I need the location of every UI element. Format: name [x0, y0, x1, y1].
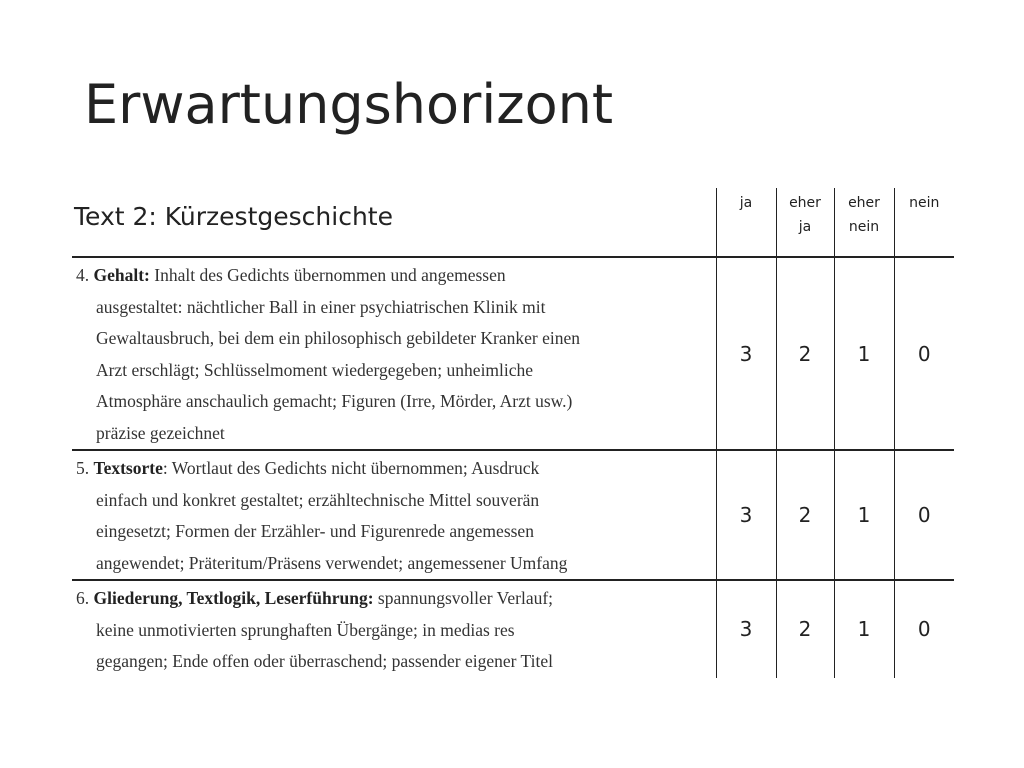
criterion-number: 5.: [76, 458, 90, 478]
score-eher-nein: 1: [834, 257, 894, 450]
table-title: Text 2: Kürzestgeschichte: [72, 188, 716, 257]
column-header-line: ja: [798, 219, 812, 235]
criterion-line: [76, 583, 708, 615]
criterion-line: keine unmotivierten sprunghaften Übergänge; in medias res: [96, 619, 515, 640]
criterion-line-text: : Wortlaut des Gedichts nicht übernommen; Ausdruck: [162, 458, 540, 478]
score-eher-ja: 2: [776, 257, 834, 450]
criterion-line-text: spannungsvoller Verlauf;: [373, 588, 554, 608]
criterion-line: angewendet; Präteritum/Präsens verwendet; angemessener Umfang: [96, 552, 568, 573]
score-nein: 0: [894, 450, 954, 580]
column-header-eher-ja: [776, 188, 834, 257]
score-nein: 0: [894, 580, 954, 678]
criterion-line: Arzt erschlägt; Schlüsselmoment wiedergegeben; unheimliche: [96, 359, 534, 380]
table-row-textsorte: [72, 450, 954, 580]
table-row-gehalt: [72, 257, 954, 450]
criterion-label: Gliederung, Textlogik, Leserführung:: [93, 588, 374, 608]
score-eher-ja: 2: [776, 580, 834, 678]
criterion-text: [72, 257, 716, 450]
criterion-line: ausgestaltet: nächtlicher Ball in einer psychiatrischen Klinik mit: [96, 296, 546, 317]
column-header-nein: [894, 188, 954, 257]
table-row-gliederung: [72, 580, 954, 678]
score-ja: 3: [716, 257, 776, 450]
criterion-line: präzise gezeichnet: [96, 422, 225, 443]
column-header-line: nein: [909, 195, 940, 211]
criterion-line-text: Inhalt des Gedichts übernommen und angemessen: [149, 265, 506, 285]
criterion-label: Gehalt:: [93, 265, 150, 285]
criterion-line: [76, 260, 708, 292]
criterion-line: Atmosphäre anschaulich gemacht; Figuren (Irre, Mörder, Arzt usw.): [96, 391, 573, 411]
criterion-text: [72, 450, 716, 580]
column-header-eher-nein: [834, 188, 894, 257]
rubric-table: [72, 188, 954, 678]
criterion-line: einfach und konkret gestaltet; erzähltechnische Mittel souverän: [96, 489, 540, 510]
slide-title: Erwartungshorizont: [84, 73, 614, 136]
criterion-line: Gewaltausbruch, bei dem ein philosophisch gebildeter Kranker einen: [96, 328, 581, 348]
criterion-line: gegangen; Ende offen oder überraschend; passender eigener Titel: [96, 651, 553, 671]
column-header-line: eher: [789, 195, 821, 211]
column-header-ja: [716, 188, 776, 257]
column-header-line: ja: [739, 195, 753, 211]
score-ja: 3: [716, 580, 776, 678]
score-nein: 0: [894, 257, 954, 450]
criterion-number: 6.: [76, 588, 90, 608]
criterion-line: eingesetzt; Formen der Erzähler- und Figurenrede angemessen: [96, 521, 534, 541]
criterion-number: 4.: [76, 265, 90, 285]
column-header-line: eher: [848, 195, 880, 211]
table-header-row: [72, 188, 954, 257]
criterion-label: Textsorte: [93, 458, 163, 478]
score-eher-nein: 1: [834, 580, 894, 678]
criterion-text: [72, 580, 716, 678]
score-eher-nein: 1: [834, 450, 894, 580]
score-ja: 3: [716, 450, 776, 580]
score-eher-ja: 2: [776, 450, 834, 580]
column-header-line: nein: [848, 219, 880, 235]
criterion-line: [76, 453, 708, 485]
